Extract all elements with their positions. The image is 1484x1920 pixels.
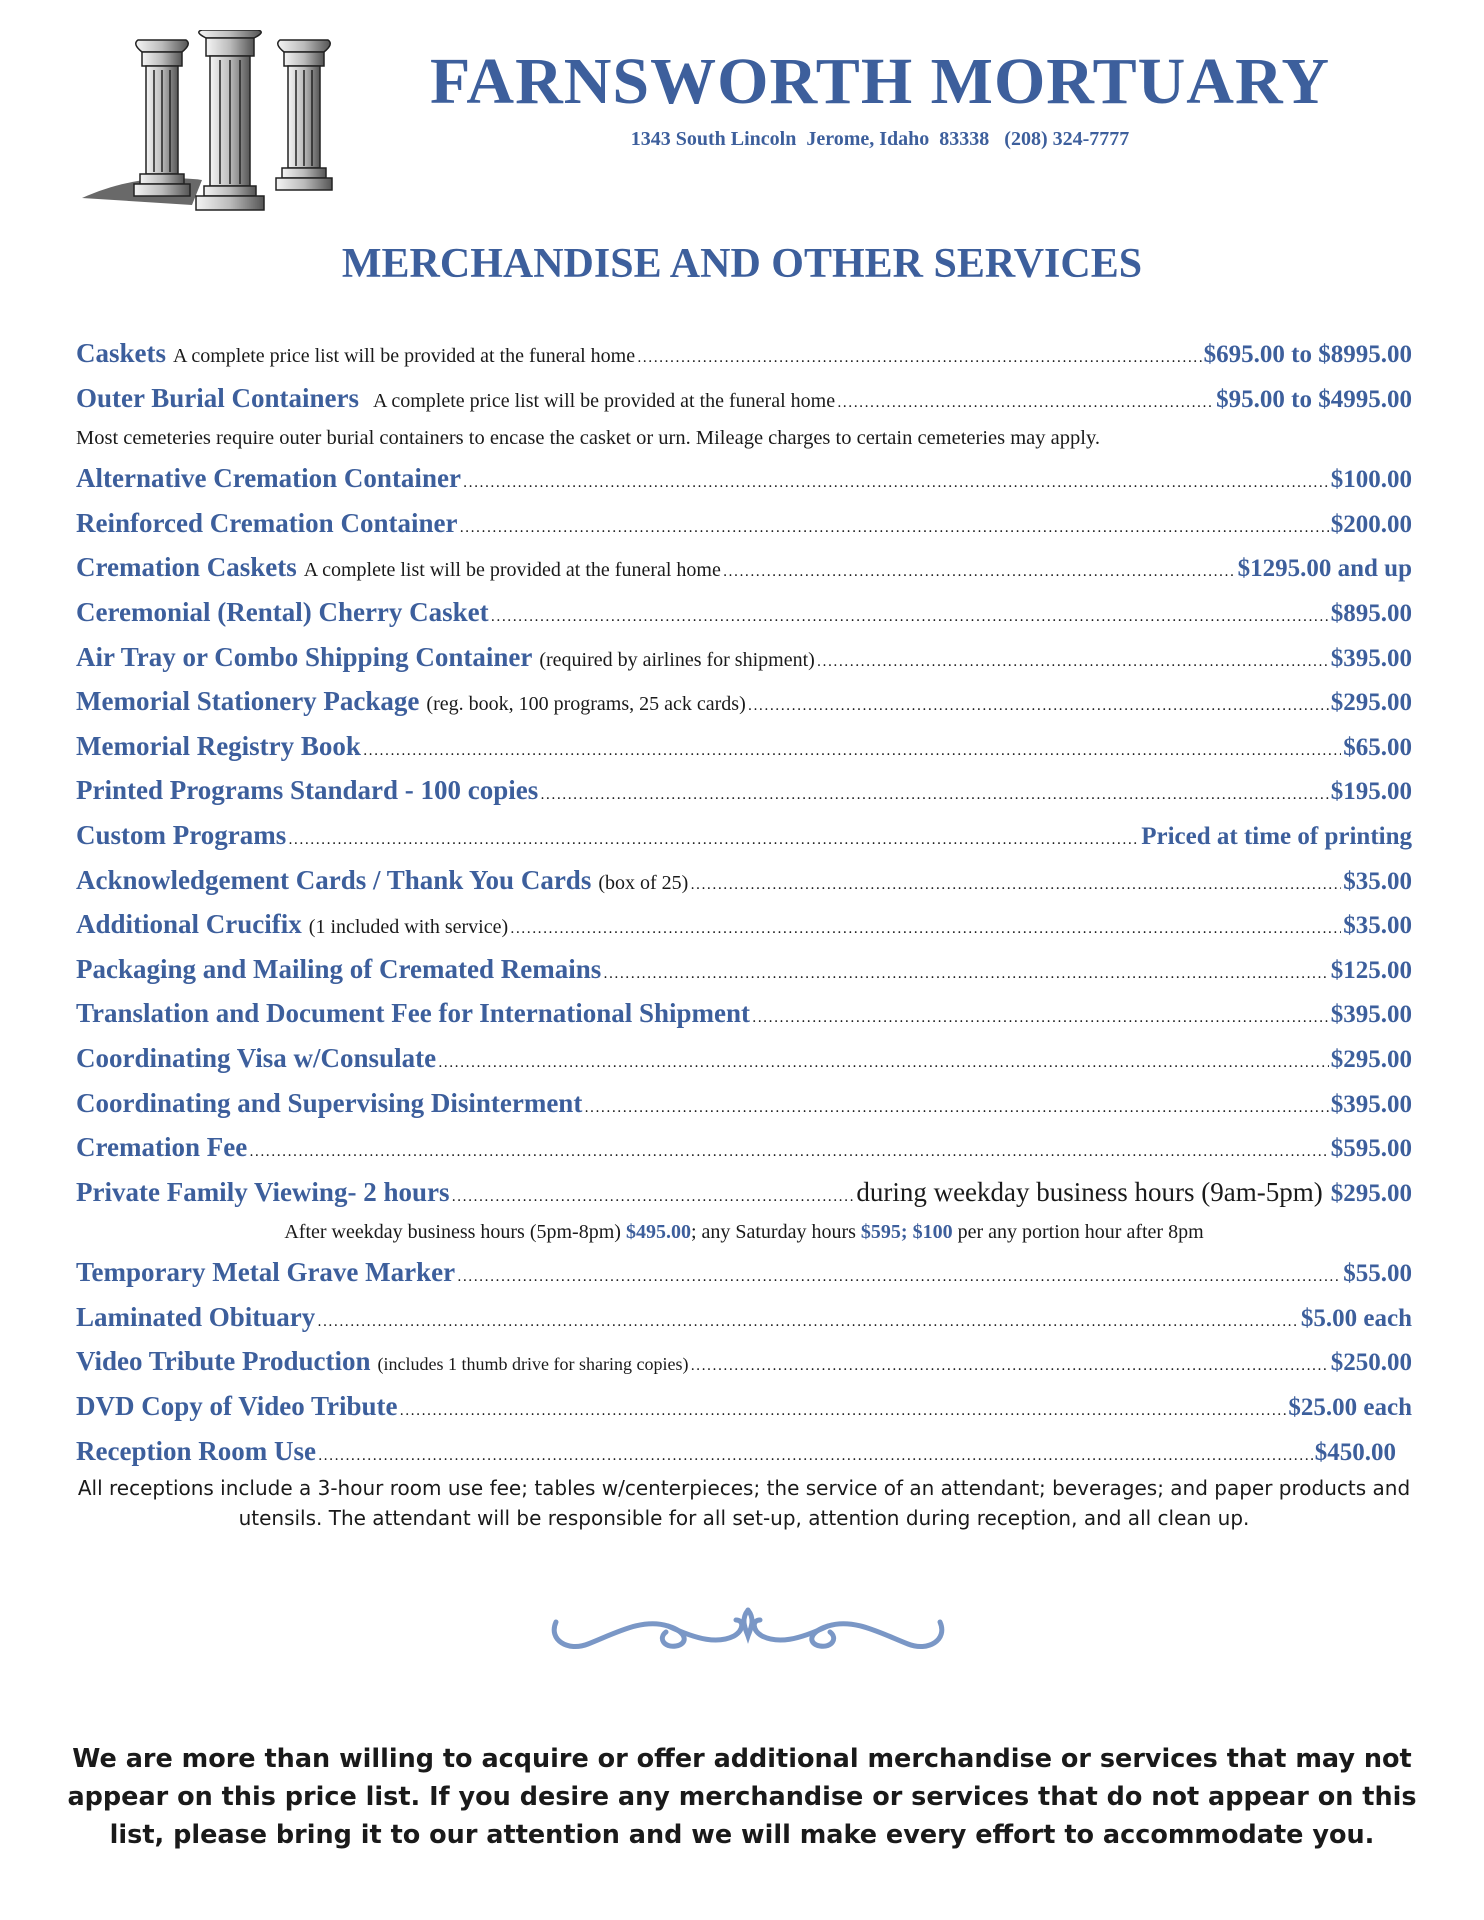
item-price: $250.00 (1330, 1349, 1412, 1377)
viewing-after-hours-note (76, 1214, 1412, 1250)
item-name: Video Tribute Production (76, 1346, 371, 1377)
price-row-cremation-caskets (76, 545, 1412, 590)
item-price: $5.00 each (1300, 1304, 1412, 1332)
price-row-acknowledgement-cards (76, 858, 1412, 903)
saturday-price: $595; $100 (860, 1221, 953, 1244)
price-row-dvd-copy (76, 1384, 1412, 1429)
item-price: $125.00 (1330, 956, 1412, 984)
item-price: $295.00 (1330, 1179, 1412, 1207)
leader-dots (457, 1255, 1341, 1295)
three-columns-icon (82, 30, 364, 216)
item-name: Translation and Document Fee for International Shipment (76, 998, 751, 1029)
item-desc: (1 included with service) (308, 916, 509, 939)
price-row-coordinating-visa (76, 1036, 1412, 1081)
price-row-temporary-grave-marker (76, 1250, 1412, 1295)
price-row-cremation-fee (76, 1125, 1412, 1170)
saturday-text: ; any Saturday hours (690, 1221, 861, 1244)
item-name: Reinforced Cremation Container (76, 507, 458, 538)
item-desc: (box of 25) (598, 871, 689, 894)
item-price: $25.00 each (1288, 1394, 1412, 1422)
closing-statement: We are more than willing to acquire or offer additional merchandise or services that may not appear on this price list. If you desire any merchandise or services that do not appear on this list, please bring it to our attention and we will make every effort to accommodate you. (67, 1744, 1417, 1850)
price-row-packaging-mailing (76, 947, 1412, 992)
item-price: $895.00 (1330, 599, 1412, 627)
leader-dots (510, 907, 1341, 947)
item-price: $65.00 (1343, 733, 1412, 761)
item-name: Custom Programs (76, 819, 287, 850)
leader-dots (690, 1344, 1328, 1384)
item-price: $695.00 to $8995.00 (1203, 341, 1412, 368)
price-row-ceremonial-cherry-casket (76, 590, 1412, 635)
item-desc: (reg. book, 100 programs, 25 ack cards) (426, 693, 746, 716)
price-row-disinterment (76, 1081, 1412, 1126)
item-name: DVD Copy of Video Tribute (76, 1391, 398, 1422)
price-row-memorial-registry-book (76, 724, 1412, 769)
leader-dots (317, 1300, 1299, 1340)
item-price: $450.00 (1314, 1438, 1396, 1466)
page-title: MERCHANDISE AND OTHER SERVICES (341, 241, 1143, 287)
item-name: Alternative Cremation Container (76, 463, 461, 494)
leader-dots (637, 336, 1202, 376)
company-name: FARNSWORTH MORTUARY (430, 45, 1330, 118)
leader-dots (463, 461, 1329, 501)
price-row-reception-room (76, 1429, 1396, 1474)
leader-dots (400, 1389, 1287, 1429)
price-row-additional-crucifix (76, 902, 1412, 947)
after-hours-price: $495.00 (625, 1221, 691, 1244)
item-price: $200.00 (1330, 510, 1412, 538)
item-price: $35.00 (1343, 867, 1412, 895)
after-hours-text: After weekday business hours (5pm-8pm) (284, 1221, 626, 1244)
item-name: Air Tray or Combo Shipping Container (76, 641, 533, 672)
price-row-air-tray (76, 635, 1412, 680)
leader-dots (584, 1086, 1328, 1126)
item-name: Coordinating Visa w/Consulate (76, 1042, 437, 1073)
price-row-translation-document-fee (76, 991, 1412, 1036)
price-row-outer-burial-containers (76, 376, 1412, 421)
reception-note: All receptions include a 3-hour room use fee; tables w/centerpieces; the service of an attendant; beverages; and paper products and utensils. The attendant will be responsible for all set-up, attention during reception, and all clean up. (77, 1476, 1411, 1531)
leader-dots (288, 818, 1139, 858)
company-logo (82, 30, 364, 216)
item-price: $1295.00 and up (1237, 555, 1412, 583)
item-name: Outer Burial Containers (76, 382, 359, 413)
item-name: Memorial Registry Book (76, 730, 361, 761)
item-price: $195.00 (1330, 778, 1412, 806)
item-price: $595.00 (1330, 1135, 1412, 1163)
leader-dots (837, 381, 1214, 421)
price-row-memorial-stationery-package (76, 679, 1412, 724)
leader-dots (451, 1175, 854, 1215)
price-row-private-family-viewing (76, 1170, 1412, 1215)
item-name: Cremation Caskets (76, 552, 297, 583)
price-row-caskets (76, 331, 1412, 376)
item-desc: A complete price list will be provided at the funeral home (173, 345, 636, 367)
after-8pm-text: per any portion hour after 8pm (952, 1221, 1204, 1244)
leader-dots (752, 996, 1329, 1036)
item-name: Additional Crucifix (76, 909, 302, 940)
leader-dots (459, 506, 1328, 546)
item-hours: during weekday business hours (9am-5pm) (856, 1176, 1323, 1207)
price-list (76, 331, 1412, 1533)
item-desc: A complete list will be provided at the funeral home (303, 559, 721, 582)
item-name: Ceremonial (Rental) Cherry Casket (76, 596, 489, 627)
leader-dots (748, 684, 1329, 724)
company-address: 1343 South Lincoln Jerome, Idaho 83338 (208) 324-7777 (630, 128, 1130, 150)
leader-dots (249, 1130, 1329, 1170)
item-name: Laminated Obituary (76, 1301, 316, 1332)
item-price: $395.00 (1330, 1001, 1412, 1029)
item-price: $100.00 (1330, 466, 1412, 494)
price-row-laminated-obituary (76, 1295, 1412, 1340)
leader-dots (438, 1041, 1329, 1081)
leader-dots (491, 595, 1329, 635)
item-name: Private Family Viewing- 2 hours (76, 1176, 450, 1207)
item-desc: A complete price list will be provided at the funeral home (373, 389, 836, 412)
price-row-printed-programs (76, 768, 1412, 813)
item-name: Packaging and Mailing of Cremated Remains (76, 953, 602, 984)
price-row-video-tribute (76, 1339, 1412, 1384)
leader-dots (817, 640, 1329, 680)
flourish-divider-icon (548, 1600, 948, 1660)
outer-burial-note: Most cemeteries require outer burial containers to encase the casket or urn. Mileage charges to certain cemeteries may apply. (76, 427, 1100, 450)
item-price: $295.00 (1330, 689, 1412, 717)
item-price: $295.00 (1330, 1045, 1412, 1073)
item-name: Reception Room Use (76, 1435, 316, 1466)
item-price: $35.00 (1343, 912, 1412, 940)
item-name: Memorial Stationery Package (76, 686, 420, 717)
leader-dots (603, 952, 1329, 992)
item-name: Cremation Fee (76, 1132, 248, 1163)
item-price: $55.00 (1343, 1260, 1412, 1288)
price-row-alternative-cremation-container (76, 456, 1412, 501)
leader-dots (723, 550, 1236, 590)
price-row-custom-programs (76, 813, 1412, 858)
item-name: Temporary Metal Grave Marker (76, 1257, 456, 1288)
leader-dots (690, 863, 1341, 903)
item-price: $395.00 (1330, 644, 1412, 672)
price-row-reinforced-cremation-container (76, 501, 1412, 546)
item-price: Priced at time of printing (1141, 822, 1412, 850)
item-name: Acknowledgement Cards / Thank You Cards (76, 864, 592, 895)
item-name: Coordinating and Supervising Disinterment (76, 1087, 583, 1118)
item-price: $395.00 (1330, 1090, 1412, 1118)
leader-dots (363, 729, 1341, 769)
item-name: Printed Programs Standard - 100 copies (76, 775, 539, 806)
item-name: Caskets (76, 338, 167, 368)
item-price: $95.00 to $4995.00 (1216, 385, 1412, 413)
leader-dots (318, 1434, 1313, 1474)
item-desc: (includes 1 thumb drive for sharing copies) (377, 1354, 689, 1375)
leader-dots (540, 773, 1329, 813)
item-desc: (required by airlines for shipment) (539, 648, 815, 671)
